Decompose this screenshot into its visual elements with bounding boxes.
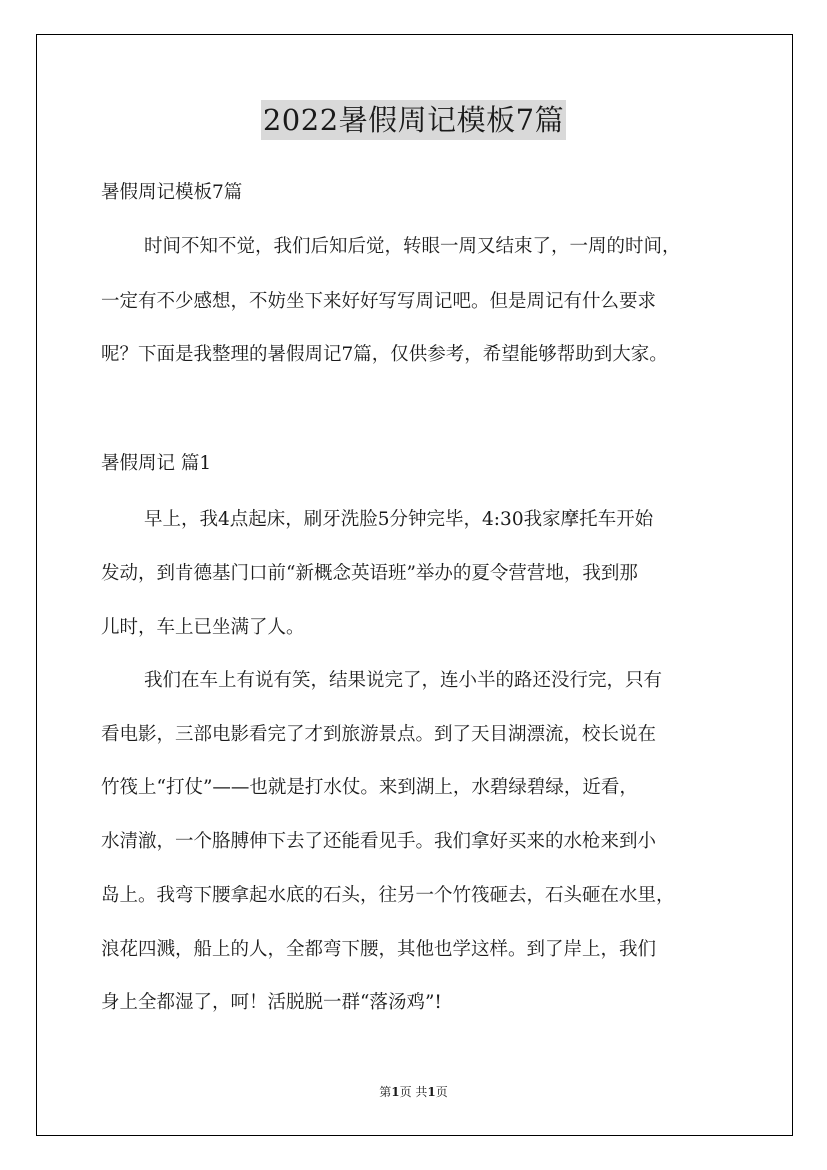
intro-line: 一定有不少感想，不妨坐下来好好写写周记吧。但是周记有什么要求 xyxy=(101,291,657,312)
paragraph2-line: 竹筏上“打仗”——也就是打水仗。来到湖上，水碧绿碧绿，近看， xyxy=(101,777,638,798)
title-container xyxy=(0,100,827,140)
document-title: 2022暑假周记模板7篇 xyxy=(261,100,566,140)
footer-page-prefix: 第 xyxy=(379,1085,392,1099)
paragraph2-line: 我们在车上有说有笑，结果说完了，连小半的路还没行完，只有 xyxy=(144,670,663,691)
footer-page-suffix: 页 xyxy=(435,1085,448,1099)
paragraph2-line: 岛上。我弯下腰拿起水底的石头，往另一个竹筏砸去，石头砸在水里， xyxy=(101,885,675,906)
paragraph2-line: 浪花四溅，船上的人，全都弯下腰，其他也学这样。到了岸上，我们 xyxy=(101,939,657,960)
document-subtitle: 暑假周记模板7篇 xyxy=(101,182,243,203)
section-heading: 暑假周记 篇1 xyxy=(101,453,212,474)
paragraph2-line: 水清澈，一个胳膊伸下去了还能看见手。我们拿好买来的水枪来到小 xyxy=(101,831,657,852)
footer-page-current: 1 xyxy=(391,1085,400,1099)
paragraph1-line: 早上，我4点起床，刷牙洗脸5分钟完毕，4:30我家摩托车开始 xyxy=(144,509,654,530)
intro-line: 呢？下面是我整理的暑假周记7篇，仅供参考，希望能够帮助到大家。 xyxy=(101,344,668,365)
page-footer xyxy=(0,1084,827,1100)
paragraph2-line: 看电影，三部电影看完了才到旅游景点。到了天目湖漂流，校长说在 xyxy=(101,724,657,745)
paragraph1-line: 儿时，车上已坐满了人。 xyxy=(101,617,305,638)
paragraph1-line: 发动，到肯德基门口前“新概念英语班”举办的夏令营营地，我到那 xyxy=(101,563,638,584)
footer-page-total: 1 xyxy=(427,1085,436,1099)
footer-page-mid: 页 共 xyxy=(399,1085,428,1099)
intro-line: 时间不知不觉，我们后知后觉，转眼一周又结束了，一周的时间， xyxy=(144,236,681,257)
paragraph2-line: 身上全都湿了，呵！活脱脱一群“落汤鸡”! xyxy=(101,992,442,1013)
